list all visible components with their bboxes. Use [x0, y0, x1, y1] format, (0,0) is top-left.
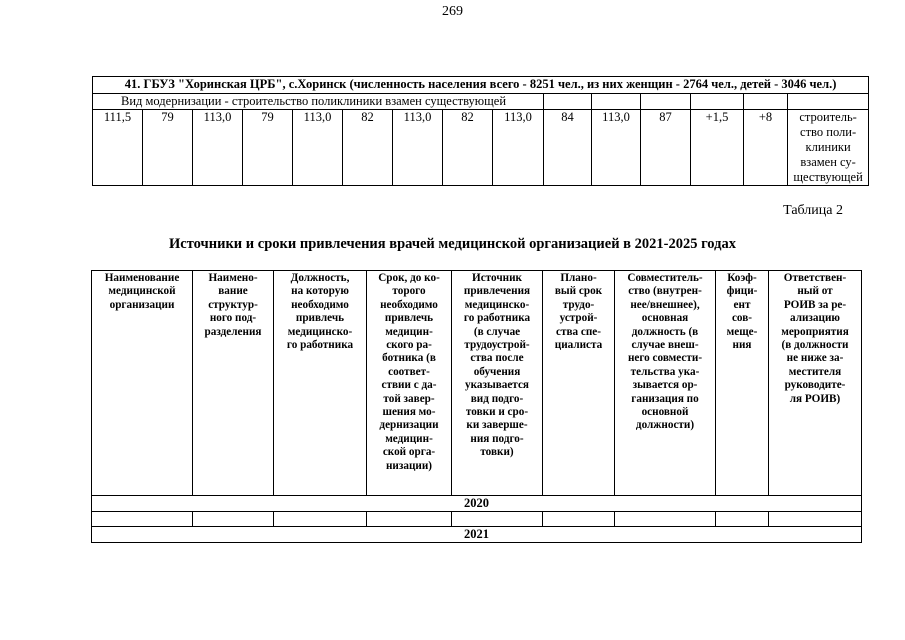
column-header-line: должность (в [631, 325, 699, 338]
column-header-line: необходимо [291, 298, 349, 311]
column-header-line: ской орга- [382, 446, 436, 459]
column-header-line: ство (внутрен- [628, 285, 702, 298]
column-header-line: ного под- [209, 312, 257, 325]
column-header-line: разделения [204, 325, 262, 338]
column-header-line: ского ра- [386, 339, 432, 352]
year-label: 2021 [92, 527, 862, 543]
column-header-line: мероприятия [781, 325, 849, 338]
value-cell: 82 [343, 110, 393, 186]
year-label: 2020 [92, 496, 862, 512]
column-header-line: привлечения [463, 285, 531, 298]
column-header-line: случае внеш- [631, 339, 699, 352]
column-header-line: ства после [470, 352, 524, 365]
column-header-line: (в должности [781, 339, 849, 352]
value-cell: 84 [544, 110, 592, 186]
column-header-line: устрой- [559, 312, 598, 325]
column-header-line: привлечь [295, 312, 345, 325]
value-cell: 113,0 [293, 110, 343, 186]
column-header-line: меще- [726, 325, 758, 338]
value-cell: +8 [744, 110, 788, 186]
column-header [769, 271, 862, 496]
column-header [543, 271, 615, 496]
column-header-line: Коэф- [727, 272, 757, 284]
column-header-line: обучения [473, 365, 521, 378]
column-header-line: циалиста [554, 339, 603, 352]
column-header-line: медицинской [108, 285, 176, 298]
value-cell: 113,0 [493, 110, 544, 186]
column-header [274, 271, 367, 496]
column-header-line: него совмести- [627, 352, 703, 365]
column-header-line: медицинско- [464, 298, 530, 311]
column-header-line: медицинско- [287, 325, 353, 338]
table-label: Таблица 2 [783, 203, 843, 218]
value-cell: +1,5 [691, 110, 744, 186]
note-cell: строитель- ство поли- клиники взамен су- ществующей [788, 110, 869, 186]
column-header [92, 271, 193, 496]
column-header-line: сов- [731, 312, 753, 325]
column-header-line: товки) [480, 446, 514, 459]
value-cell: 113,0 [592, 110, 641, 186]
value-cell: 87 [641, 110, 691, 186]
column-header-line: медицин- [385, 432, 433, 445]
column-header-line: ния [732, 339, 752, 352]
table-title: Источники и сроки привлечения врачей медицинской организацией в 2021-2025 годах [169, 236, 736, 252]
column-header-line: го работника [286, 339, 354, 352]
column-header-line: Совместитель- [627, 272, 703, 284]
column-header-line: шения мо- [382, 406, 436, 419]
column-header-line: Ответствен- [783, 272, 847, 284]
column-header-line: основной [641, 406, 689, 419]
column-header-line: нее/внешнее), [630, 298, 700, 311]
column-header-line: ния подго- [470, 432, 524, 445]
column-header-line: трудоустрой- [464, 339, 530, 352]
column-header [193, 271, 274, 496]
column-header-line: ный от [797, 285, 833, 298]
column-header-line: вый срок [554, 285, 603, 298]
column-header-line: руководите- [784, 379, 846, 392]
column-header-line: фици- [726, 285, 758, 298]
column-header-line: трудо- [562, 298, 595, 311]
column-header-line: го работника [463, 312, 531, 325]
column-header-line: должности) [635, 419, 695, 432]
column-header-line: не ниже за- [786, 352, 844, 365]
column-header-line: Срок, до ко- [378, 272, 440, 284]
column-header-line: той завер- [383, 392, 435, 405]
column-header-line: на которую [291, 285, 349, 298]
value-cell: 82 [443, 110, 493, 186]
column-header-line: местителя [788, 365, 842, 378]
physicians-table [91, 270, 862, 543]
modernization-type: Вид модернизации - строительство поликлиники взамен существующей [93, 94, 544, 110]
column-header [615, 271, 716, 496]
page-number: 269 [442, 4, 463, 19]
column-header-line: тельства ука- [630, 365, 700, 378]
column-header-line: ствии с да- [381, 379, 437, 392]
column-header-line: указывается [465, 379, 529, 392]
column-header-line: ки заверше- [466, 419, 528, 432]
column-header-line: ализацию [790, 312, 840, 325]
column-header-line: ля РОИВ) [789, 392, 841, 405]
column-header-line: вид подго- [470, 392, 524, 405]
column-header-line: (в случае [473, 325, 521, 338]
year-row-2020 [92, 496, 862, 512]
column-header-line: необходимо [380, 298, 438, 311]
column-header-line: соответ- [388, 365, 430, 378]
column-header-line: Должность, [290, 272, 350, 284]
column-header [716, 271, 769, 496]
value-cell: 111,5 [93, 110, 143, 186]
column-header-line: торого [392, 285, 426, 298]
column-header [452, 271, 543, 496]
column-header-line: ства спе- [556, 325, 601, 338]
column-header-line: ганизация по [631, 392, 699, 405]
column-header-line: Наименование [104, 272, 180, 284]
column-header-line: товки и сро- [465, 406, 529, 419]
column-header-line: Источник [472, 272, 522, 284]
empty-row [92, 512, 862, 527]
value-cell: 113,0 [393, 110, 443, 186]
column-header-line: РОИВ за ре- [783, 298, 847, 311]
value-cell: 79 [243, 110, 293, 186]
column-header-line: основная [641, 312, 689, 325]
column-header-line: дернизации [379, 419, 439, 432]
facility-table [92, 76, 869, 186]
column-header-line: привлечь [384, 312, 434, 325]
column-header-line: структур- [208, 298, 258, 311]
column-header-line: медицин- [385, 325, 433, 338]
year-row-2021 [92, 527, 862, 543]
column-header-line: Наимено- [208, 272, 258, 284]
column-header-line: низации) [385, 459, 433, 472]
column-header-line: вание [218, 285, 248, 298]
column-header-line: зывается ор- [632, 379, 698, 392]
value-cell: 113,0 [193, 110, 243, 186]
facility-header: 41. ГБУЗ "Хоринская ЦРБ", с.Хоринск (численность населения всего - 8251 чел., из них женщин - 2764 чел., детей - 3046 чел.) [93, 77, 869, 94]
column-header-line: организации [109, 298, 175, 311]
table-header-row [92, 271, 862, 496]
facility-values-row [93, 110, 869, 186]
value-cell: 79 [143, 110, 193, 186]
column-header [367, 271, 452, 496]
column-header-line: ент [733, 298, 751, 311]
column-header-line: ботника (в [382, 352, 436, 365]
column-header-line: Плано- [560, 272, 597, 284]
